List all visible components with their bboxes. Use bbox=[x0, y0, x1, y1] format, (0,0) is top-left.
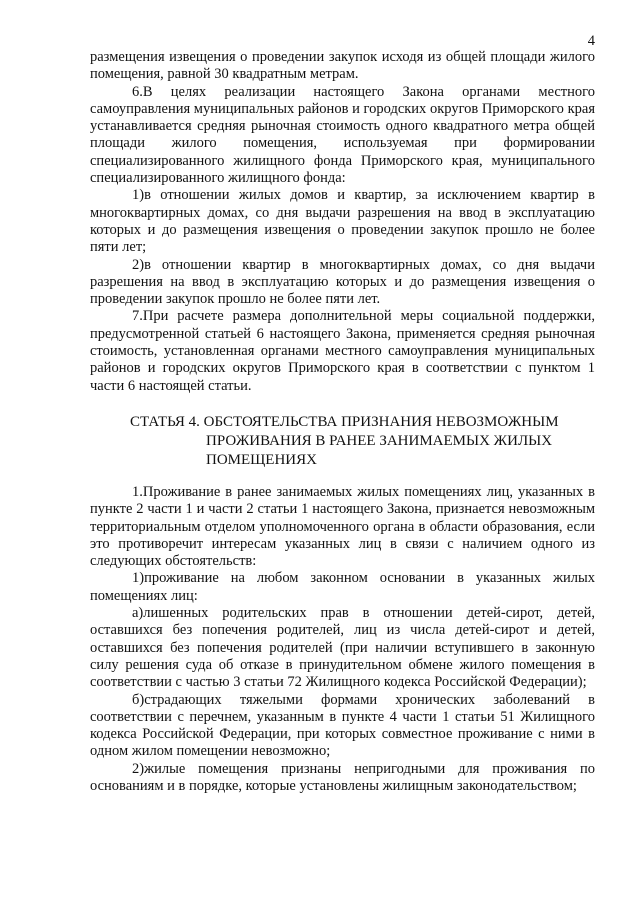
paragraph-continuation: размещения извещения о проведении закупок исходя из общей площади жилого помещения, равной 30 квадратным метрам. bbox=[90, 49, 595, 83]
paragraph-clause-6: 6.В целях реализации настоящего Закона органами местного самоуправления муниципальных районов и городских округов Приморского края устанавливается средняя рыночная стоимость одного квадратного метра общей площади жилого помещения, используемая при формировании специализированного жилищного фонда Приморского края, муниципального специализированного жилищного фонда: bbox=[90, 83, 595, 187]
article-heading-rest: ПРОЖИВАНИЯ В РАНЕЕ ЗАНИМАЕМЫХ ЖИЛЫХ ПОМЕЩЕНИЯХ bbox=[206, 433, 553, 468]
article-heading-line1: СТАТЬЯ 4. ОБСТОЯТЕЛЬСТВА ПРИЗНАНИЯ НЕВОЗМОЖНЫМ bbox=[130, 414, 559, 430]
article-heading bbox=[90, 413, 595, 470]
paragraph-clause-1: 1.Проживание в ранее занимаемых жилых помещениях лиц, указанных в пункте 2 части 1 и части 2 статьи 1 настоящего Закона, признается невозможным территориальным отделом уполномоченного органа в области образования, если это противоречит интересам указанных лиц в связи с наличием одного из следующих обстоятельств: bbox=[90, 484, 595, 570]
bottom-text-block bbox=[90, 484, 595, 795]
page-number: 4 bbox=[587, 33, 595, 49]
paragraph-subitem-1: 1)проживание на любом законном основании в указанных жилых помещениях лиц: bbox=[90, 570, 595, 604]
paragraph-item-1: 1)в отношении жилых домов и квартир, за исключением квартир в многоквартирных домах, со дня выдачи разрешения на ввод в эксплуатацию которых и до размещения извещения о проведении закупок прошло не более пяти лет; bbox=[90, 187, 595, 256]
paragraph-subitem-2: 2)жилые помещения признаны непригодными для проживания по основаниям и в порядке, которые установлены жилищным законодательством; bbox=[90, 760, 595, 795]
paragraph-clause-7: 7.При расчете размера дополнительной меры социальной поддержки, предусмотренной статьей 6 настоящего Закона, применяется средняя рыночная стоимость, установленная органами местного самоуправления муниципальных районов и городских округов Приморского края в соответствии с пунктом 1 части 6 настоящей статьи. bbox=[90, 308, 595, 394]
paragraph-subitem-b: б)страдающих тяжелыми формами хронических заболеваний в соответствии с перечнем, указанным в пункте 4 части 1 статьи 51 Жилищного кодекса Российской Федерации, при которых совместное проживание с ними в одном жилом помещении невозможно; bbox=[90, 691, 595, 760]
paragraph-subitem-a: а)лишенных родительских прав в отношении детей-сирот, детей, оставшихся без попечения родителей, лиц из числа детей-сирот и детей, оставшихся без попечения родителей (при наличии вступившего в законную силу решения суда об отказе в принудительном обмене жилого помещения в соответствии с частью 3 статьи 72 Жилищного кодекса Российской Федерации); bbox=[90, 605, 595, 691]
top-text-block bbox=[90, 49, 595, 395]
paragraph-item-2: 2)в отношении квартир в многоквартирных домах, со дня выдачи разрешения на ввод в эксплуатацию которых и до размещения извещения о проведении закупок прошло не более пяти лет. bbox=[90, 256, 595, 308]
